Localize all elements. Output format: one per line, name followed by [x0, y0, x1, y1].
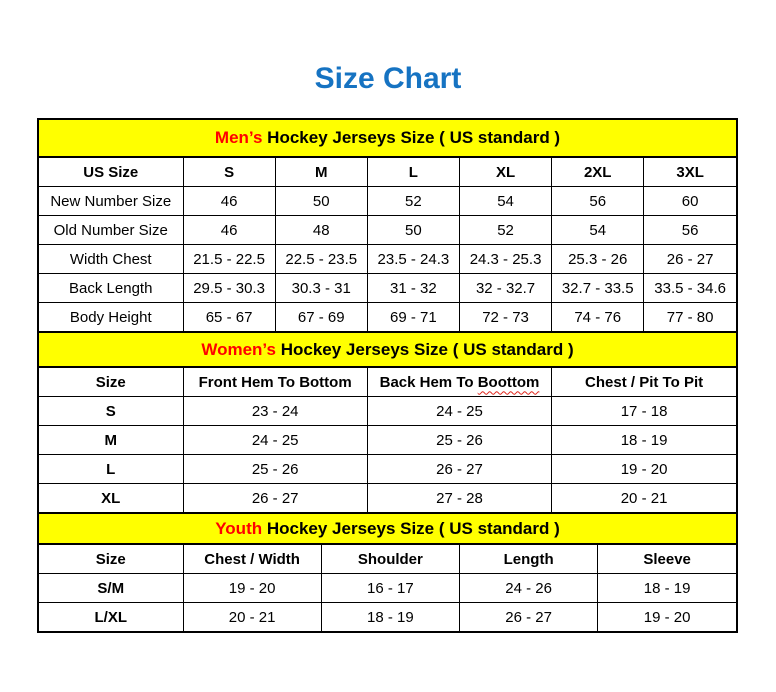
column-header: Chest / Pit To Pit: [552, 368, 736, 397]
size-cell: 33.5 - 34.6: [644, 274, 736, 303]
size-cell: 19 - 20: [598, 603, 736, 632]
size-cell: 32 - 32.7: [459, 274, 551, 303]
size-cell: 30.3 - 31: [275, 274, 367, 303]
table-row: [39, 484, 736, 513]
section-band-womens: [39, 331, 736, 368]
column-header: L: [367, 158, 459, 187]
column-header: 2XL: [552, 158, 644, 187]
column-header: Front Hem To Bottom: [183, 368, 367, 397]
column-header: US Size: [39, 158, 183, 187]
table-row: [39, 187, 736, 216]
row-header: XL: [39, 484, 183, 513]
size-cell: 54: [552, 216, 644, 245]
column-header: M: [275, 158, 367, 187]
womens-table: [39, 368, 736, 512]
size-cell: 24 - 25: [367, 397, 551, 426]
band-accent-womens: Women’s: [201, 339, 276, 359]
youth-header-row: [39, 545, 736, 574]
size-cell: 67 - 69: [275, 303, 367, 332]
size-cell: 23.5 - 24.3: [367, 245, 459, 274]
size-cell: 26 - 27: [460, 603, 598, 632]
size-cell: 31 - 32: [367, 274, 459, 303]
size-cell: 65 - 67: [183, 303, 275, 332]
size-cell: 25 - 26: [367, 426, 551, 455]
size-cell: 27 - 28: [367, 484, 551, 513]
table-row: [39, 274, 736, 303]
table-row: [39, 455, 736, 484]
row-header: Back Length: [39, 274, 183, 303]
size-cell: 21.5 - 22.5: [183, 245, 275, 274]
row-header: S: [39, 397, 183, 426]
size-cell: 24 - 25: [183, 426, 367, 455]
mens-header-row: [39, 158, 736, 187]
column-header-prefix: Back Hem To: [379, 373, 478, 391]
size-cell: 26 - 27: [183, 484, 367, 513]
column-header: Shoulder: [321, 545, 459, 574]
row-header: L: [39, 455, 183, 484]
size-cell: 19 - 20: [183, 574, 321, 603]
size-cell: 18 - 19: [598, 574, 736, 603]
section-band-youth: [39, 512, 736, 545]
size-cell: 72 - 73: [459, 303, 551, 332]
column-header: 3XL: [644, 158, 736, 187]
size-cell: 22.5 - 23.5: [275, 245, 367, 274]
column-header-misspelled: [367, 368, 551, 397]
table-row: [39, 603, 736, 632]
row-header: M: [39, 426, 183, 455]
band-accent-youth: Youth: [215, 518, 263, 538]
size-cell: 29.5 - 30.3: [183, 274, 275, 303]
column-header: Size: [39, 545, 183, 574]
misspelled-word: Boottom: [477, 373, 540, 391]
band-text-youth: Hockey Jerseys Size ( US standard ): [262, 518, 560, 538]
column-header: XL: [459, 158, 551, 187]
size-cell: 52: [367, 187, 459, 216]
column-header: Length: [460, 545, 598, 574]
mens-table: [39, 158, 736, 331]
youth-table: [39, 545, 736, 631]
size-chart-table: [37, 118, 738, 633]
section-band-mens: [39, 120, 736, 158]
size-cell: 25 - 26: [183, 455, 367, 484]
column-header: Sleeve: [598, 545, 736, 574]
band-text-womens: Hockey Jerseys Size ( US standard ): [275, 339, 574, 359]
size-cell: 20 - 21: [183, 603, 321, 632]
size-cell: 24 - 26: [460, 574, 598, 603]
table-row: [39, 245, 736, 274]
size-cell: 24.3 - 25.3: [459, 245, 551, 274]
row-header: New Number Size: [39, 187, 183, 216]
size-cell: 17 - 18: [552, 397, 736, 426]
size-cell: 46: [183, 187, 275, 216]
band-accent-mens: Men’s: [214, 128, 263, 147]
row-header: Body Height: [39, 303, 183, 332]
size-cell: 19 - 20: [552, 455, 736, 484]
size-cell: 26 - 27: [367, 455, 551, 484]
size-cell: 26 - 27: [644, 245, 736, 274]
size-cell: 18 - 19: [321, 603, 459, 632]
womens-header-row: [39, 368, 736, 397]
size-cell: 60: [644, 187, 736, 216]
column-header: Chest / Width: [183, 545, 321, 574]
table-row: [39, 303, 736, 332]
row-header: Width Chest: [39, 245, 183, 274]
table-row: [39, 397, 736, 426]
size-cell: 23 - 24: [183, 397, 367, 426]
size-cell: 48: [275, 216, 367, 245]
size-cell: 32.7 - 33.5: [552, 274, 644, 303]
size-cell: 25.3 - 26: [552, 245, 644, 274]
band-text-mens: Hockey Jerseys Size ( US standard ): [262, 128, 561, 147]
column-header: S: [183, 158, 275, 187]
row-header: Old Number Size: [39, 216, 183, 245]
size-cell: 74 - 76: [552, 303, 644, 332]
column-header: Size: [39, 368, 183, 397]
size-cell: 20 - 21: [552, 484, 736, 513]
size-cell: 18 - 19: [552, 426, 736, 455]
table-row: [39, 216, 736, 245]
size-cell: 52: [459, 216, 551, 245]
size-cell: 56: [552, 187, 644, 216]
size-cell: 46: [183, 216, 275, 245]
page-title: Size Chart: [314, 62, 462, 95]
table-row: [39, 426, 736, 455]
row-header: L/XL: [39, 603, 183, 632]
size-cell: 50: [275, 187, 367, 216]
size-cell: 54: [459, 187, 551, 216]
row-header: S/M: [39, 574, 183, 603]
size-cell: 56: [644, 216, 736, 245]
size-cell: 16 - 17: [321, 574, 459, 603]
size-cell: 69 - 71: [367, 303, 459, 332]
size-cell: 50: [367, 216, 459, 245]
table-row: [39, 574, 736, 603]
size-cell: 77 - 80: [644, 303, 736, 332]
